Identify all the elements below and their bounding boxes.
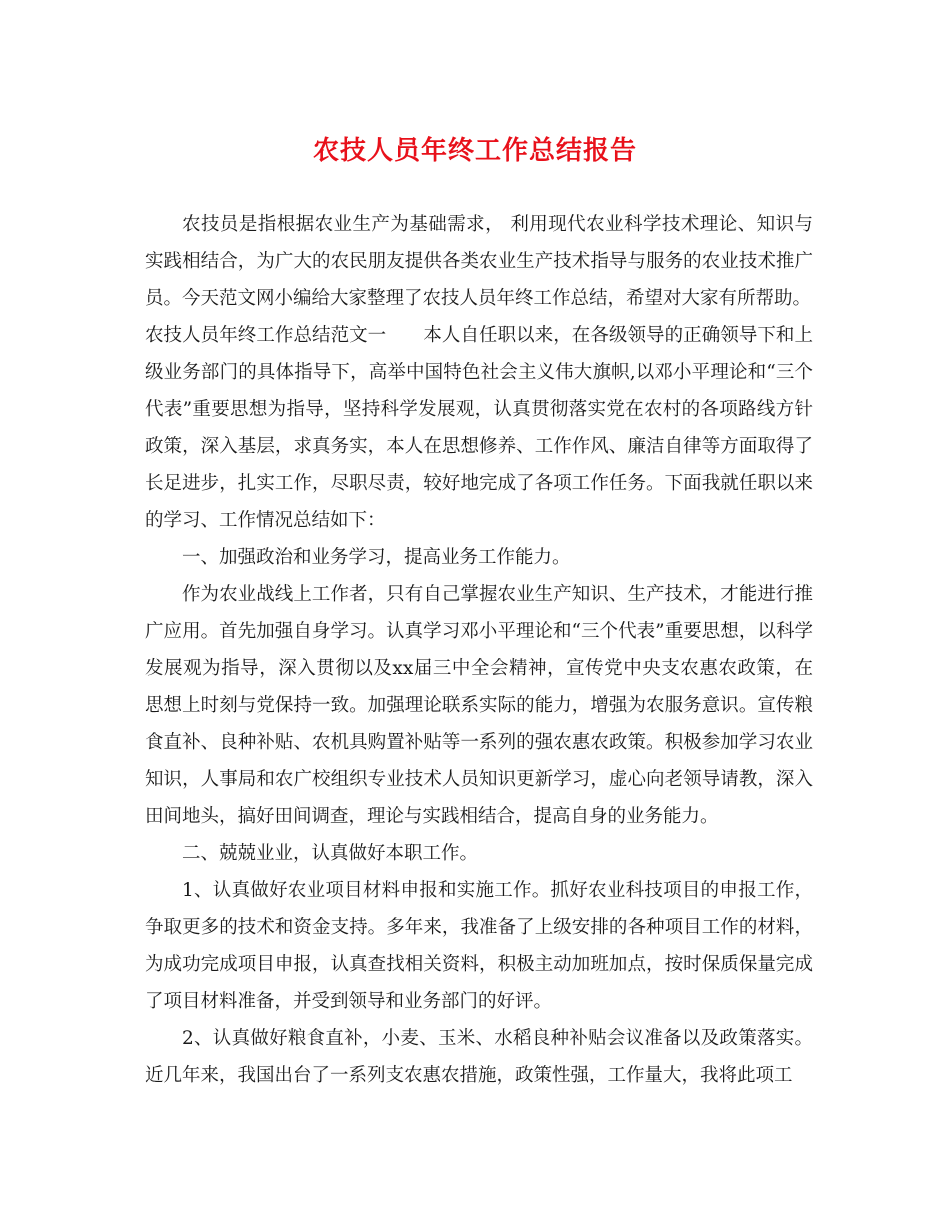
paragraph-study: 作为农业战线上工作者，只有自己掌握农业生产知识、生产技术，才能进行推广应用。首先加强自身学习。认真学习邓小平理论和“三个代表”重要思想，以科学发展观为指导，深入贯彻以及xx届三中全会精神，宣传党中央支农惠农政策，在思想上时刻与党保持一致。加强理论联系实际的能力，增强为农服务意识。宣传粮食直补、良种补贴、农机具购置补贴等一系列的强农惠农政策。积极参加学习农业知识，人事局和农广校组织专业技术人员知识更新学习，虚心向老领导请教，深入田间地头，搞好田间调查，理论与实践相结合，提高自身的业务能力。 [145, 584, 813, 827]
paragraph-item-two: 2、认真做好粮食直补，小麦、玉米、水稻良种补贴会议准备以及政策落实。近几年来，我国出台了一系列支农惠农措施，政策性强，工作量大，我将此项工 [145, 1028, 813, 1086]
paragraph-intro: 农技员是指根据农业生产为基础需求， 利用现代农业科学技术理论、知识与实践相结合，为广大的农民朋友提供各类农业生产技术指导与服务的农业技术推广员。今天范文网小编给大家整理了农技人员年终工作总结，希望对大家有所帮助。 [145, 214, 813, 309]
paragraph-sample-one: 农技人员年终工作总结范文一 本人自任职以来，在各级领导的正确领导下和上级业务部门的具体指导下，高举中国特色社会主义伟大旗帜,以邓小平理论和“三个代表”重要思想为指导，坚持科学发展观，认真贯彻落实党在农村的各项路线方针政策，深入基层，求真务实，本人在思想修养、工作作风、廉洁自律等方面取得了长足进步，扎实工作，尽职尽责，较好地完成了各项工作任务。下面我就任职以来的学习、工作情况总结如下： [145, 325, 813, 531]
section-heading-one: 一、加强政治和业务学习，提高业务工作能力。 [182, 547, 571, 568]
document-title: 农技人员年终工作总结报告 [312, 136, 637, 166]
document-body [145, 206, 813, 1094]
paragraph-item-one: 1、认真做好农业项目材料申报和实施工作。抓好农业科技项目的申报工作，争取更多的技术和资金支持。多年来，我准备了上级安排的各种项目工作的材料，为成功完成项目申报，认真查找相关资料，积极主动加班加点，按时保质保量完成了项目材料准备，并受到领导和业务部门的好评。 [145, 880, 813, 1012]
section-heading-two: 二、兢兢业业，认真做好本职工作。 [182, 843, 479, 864]
